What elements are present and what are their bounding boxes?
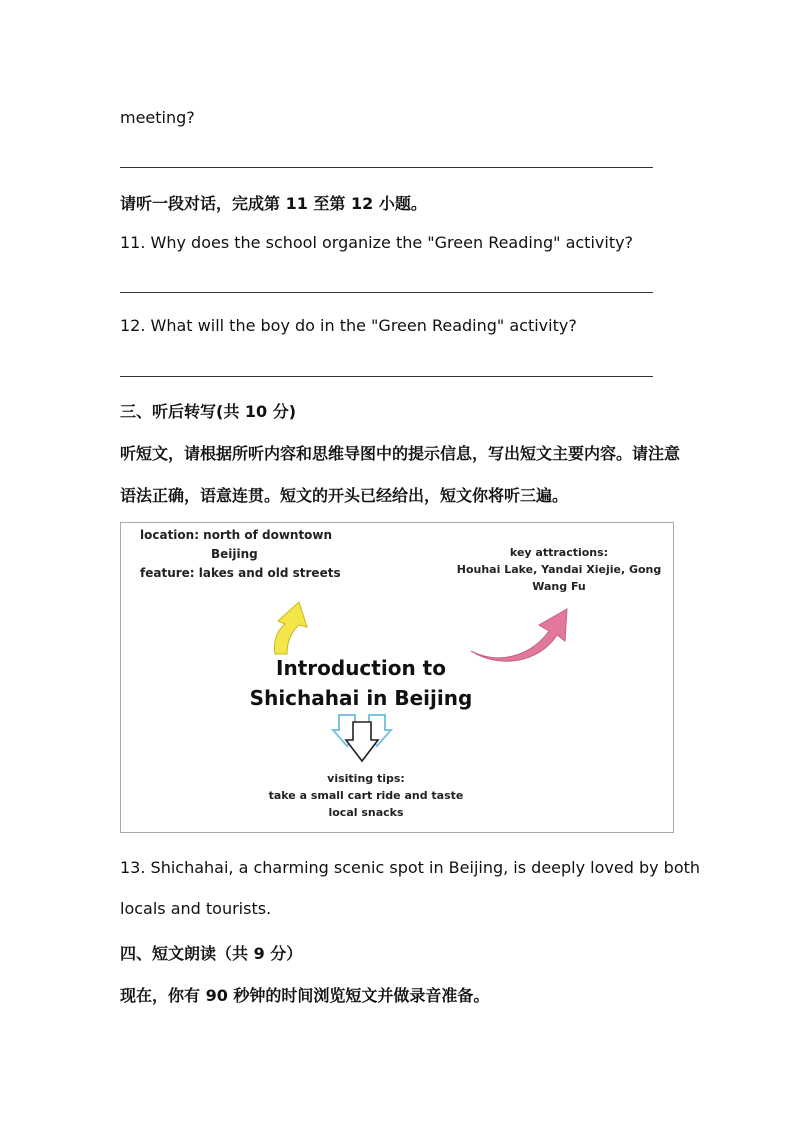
section-4-instruction: 现在，你有 90 秒钟的时间浏览短文并做录音准备。 bbox=[120, 986, 490, 1005]
question-13-line2: locals and tourists. bbox=[120, 899, 272, 918]
mindmap-center-title bbox=[201, 653, 521, 713]
mind-map-figure bbox=[120, 522, 674, 833]
mindmap-feature-label: feature: lakes and old streets bbox=[140, 566, 341, 580]
question-13-line1: 13. Shichahai, a charming scenic spot in Beijing, is deeply loved by both bbox=[120, 858, 701, 877]
mindmap-attractions-list: Houhai Lake, Yandai Xiejie, Gong bbox=[456, 563, 662, 576]
section-4-title: 四、短文朗读（共 9 分） bbox=[120, 944, 303, 963]
mindmap-tips-text: take a small cart ride and taste bbox=[268, 789, 464, 802]
text-meeting: meeting? bbox=[120, 108, 195, 127]
mindmap-location-label: location: north of downtown bbox=[140, 528, 333, 542]
answer-line-12[interactable] bbox=[120, 376, 653, 377]
mindmap-center-title-line2: Shichahai in Beijing bbox=[249, 686, 473, 710]
section-3-title: 三、听后转写(共 10 分) bbox=[120, 402, 297, 421]
yellow-arrow-icon bbox=[269, 599, 313, 655]
mindmap-attractions-label: key attractions: bbox=[509, 546, 609, 559]
question-11: 11. Why does the school organize the "Green Reading" activity? bbox=[120, 233, 634, 252]
mindmap-location-city: Beijing bbox=[211, 547, 258, 561]
section-3-instruction-1: 听短文，请根据所听内容和思维导图中的提示信息，写出短文主要内容。请注意 bbox=[120, 444, 681, 463]
down-arrow-icon bbox=[331, 714, 393, 764]
answer-line-10[interactable] bbox=[120, 167, 653, 168]
mindmap-tips-label: visiting tips: bbox=[327, 772, 405, 785]
section-3-instruction-2: 语法正确，语意连贯。短文的开头已经给出，短文你将听三遍。 bbox=[120, 486, 569, 505]
mindmap-center-title-line1: Introduction to bbox=[276, 656, 446, 680]
answer-line-11[interactable] bbox=[120, 292, 653, 293]
mindmap-attractions-list-end: Wang Fu bbox=[532, 580, 586, 593]
question-12: 12. What will the boy do in the "Green Reading" activity? bbox=[120, 316, 577, 335]
instruction-11-12: 请听一段对话，完成第 11 至第 12 小题。 bbox=[120, 194, 427, 213]
mindmap-tips-text-end: local snacks bbox=[328, 806, 404, 819]
